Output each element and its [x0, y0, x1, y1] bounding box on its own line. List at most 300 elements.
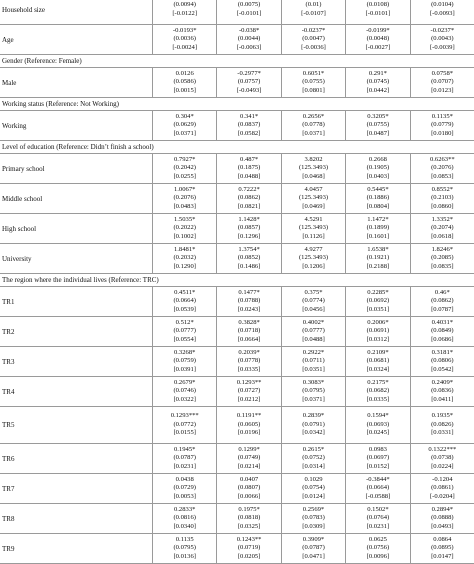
table-cell — [282, 214, 346, 243]
coefficient-value: 0.0864 — [433, 535, 452, 543]
marginal-effect-value: [0.0488] — [302, 335, 325, 343]
standard-error-value: (0.0605) — [237, 420, 261, 428]
coefficient-value: 0.3205* — [367, 112, 389, 120]
standard-error-value: (0.1905) — [366, 164, 390, 172]
table-cell — [346, 534, 410, 563]
marginal-effect-value: [0.0539] — [173, 305, 196, 313]
section-header-row — [0, 98, 474, 111]
table-cell — [153, 347, 217, 376]
marginal-effect-value: [0.0123] — [431, 86, 454, 94]
marginal-effect-value: [0.0542] — [431, 365, 454, 373]
marginal-effect-value: [-0.0024] — [172, 43, 198, 51]
section-header-row — [0, 141, 474, 154]
table-cell — [217, 184, 281, 213]
coefficient-value: 0.3268* — [173, 348, 196, 356]
standard-error-value: (0.2076) — [173, 194, 196, 202]
standard-error-value: (0.0707) — [431, 78, 454, 86]
row-cells — [152, 347, 474, 376]
table-cell — [346, 317, 410, 346]
marginal-effect-value: [0.0224] — [431, 462, 454, 470]
coefficient-value: 0.2656* — [302, 112, 325, 120]
standard-error-value: (0.0787) — [173, 454, 196, 462]
table-cell — [153, 287, 217, 316]
table-row — [0, 534, 474, 564]
coefficient-value: 0.487* — [240, 155, 259, 163]
table-cell — [153, 407, 217, 443]
row-label: Primary school — [2, 165, 45, 173]
marginal-effect-value: [0.0664] — [237, 335, 261, 343]
standard-error-value: (125.3493) — [298, 164, 329, 172]
row-label: TR6 — [2, 455, 15, 463]
standard-error-value: (0.0727) — [237, 387, 261, 395]
table-row — [0, 287, 474, 317]
table-cell — [217, 504, 281, 533]
row-cells — [152, 474, 474, 503]
marginal-effect-value: [-0.0493] — [236, 86, 262, 94]
table-cell — [282, 347, 346, 376]
coefficient-value: 0.8552* — [431, 185, 454, 193]
coefficient-value: 0.2833* — [173, 505, 196, 513]
table-cell — [411, 25, 474, 54]
standard-error-value: (0.0048) — [366, 35, 390, 43]
marginal-effect-value: [0.0205] — [237, 552, 261, 560]
section-header-label: Level of education (Reference: Didn’t finish a school) — [2, 143, 154, 151]
standard-error-value: (0.0044) — [237, 35, 261, 43]
marginal-effect-value: [0.0136] — [173, 552, 196, 560]
row-cells — [152, 214, 474, 243]
standard-error-value: (0.1921) — [366, 254, 390, 262]
marginal-effect-value: [0.0351] — [366, 305, 390, 313]
coefficient-value: 0.2615* — [302, 445, 325, 453]
coefficient-value: 0.2569* — [302, 505, 325, 513]
coefficient-value: 0.291* — [368, 69, 387, 77]
coefficient-value: 0.1243** — [236, 535, 262, 543]
table-cell — [217, 0, 281, 24]
coefficient-value: 0.3083* — [302, 378, 325, 386]
row-label: Age — [2, 36, 14, 44]
coefficient-value: 0.1322*** — [428, 445, 457, 453]
standard-error-value: (0.0108) — [366, 1, 390, 9]
table-cell — [217, 407, 281, 443]
coefficient-value: 1.1472* — [367, 215, 389, 223]
row-cells — [152, 444, 474, 473]
table-cell — [217, 214, 281, 243]
table-cell — [282, 377, 346, 406]
standard-error-value: (0.1886) — [366, 194, 390, 202]
coefficient-value: 0.512* — [175, 318, 194, 326]
standard-error-value: (0.0749) — [237, 454, 261, 462]
marginal-effect-value: [0.0787] — [431, 305, 454, 313]
marginal-effect-value: [0.0835] — [431, 262, 454, 270]
coefficient-value: 0.3828* — [238, 318, 260, 326]
coefficient-value: -0.0237* — [430, 26, 455, 34]
standard-error-value: (0.0778) — [302, 121, 325, 129]
section-header-label: Working status (Reference: Not Working) — [2, 100, 119, 108]
standard-error-value: (0.0837) — [237, 121, 261, 129]
standard-error-value: (0.0697) — [366, 454, 390, 462]
marginal-effect-value: [0.0618] — [431, 232, 454, 240]
standard-error-value: (0.1875) — [237, 164, 261, 172]
standard-error-value: (0.2022) — [173, 224, 196, 232]
marginal-effect-value: [-0.0101] — [365, 9, 391, 17]
standard-error-value: (0.0788) — [237, 297, 261, 305]
table-cell — [346, 474, 410, 503]
marginal-effect-value: [0.0243] — [237, 305, 261, 313]
coefficient-value: 0.1594* — [367, 412, 389, 420]
marginal-effect-value: [0.0314] — [302, 462, 325, 470]
row-cells — [152, 25, 474, 54]
standard-error-value: (0.0787) — [302, 544, 325, 552]
standard-error-value: (0.0818) — [237, 514, 261, 522]
coefficient-value: 0.2409* — [431, 378, 454, 386]
standard-error-value: (0.0664) — [366, 484, 390, 492]
marginal-effect-value: [0.0391] — [173, 365, 196, 373]
coefficient-value: 0.4031* — [431, 318, 454, 326]
table-cell — [346, 287, 410, 316]
coefficient-value: -0.3844* — [366, 475, 390, 483]
row-label: TR9 — [2, 545, 15, 553]
section-header-row — [0, 274, 474, 287]
standard-error-value: (0.1899) — [366, 224, 390, 232]
row-cells — [152, 244, 474, 273]
row-cells — [152, 68, 474, 97]
table-row — [0, 504, 474, 534]
table-cell — [282, 111, 346, 140]
standard-error-value: (125.3493) — [298, 254, 329, 262]
table-cell — [153, 214, 217, 243]
table-row — [0, 111, 474, 141]
table-cell — [346, 0, 410, 24]
coefficient-value: 0.341* — [240, 112, 259, 120]
marginal-effect-value: [-0.0107] — [301, 9, 326, 17]
row-cells — [152, 534, 474, 563]
table-cell — [153, 317, 217, 346]
row-label: Household size — [2, 6, 45, 14]
table-row — [0, 444, 474, 474]
table-cell — [346, 154, 410, 183]
coefficient-value: 4.5291 — [304, 215, 323, 223]
coefficient-value: 0.2839* — [302, 412, 325, 420]
marginal-effect-value: [0.0214] — [237, 462, 261, 470]
standard-error-value: (0.0816) — [173, 514, 196, 522]
table-cell — [153, 25, 217, 54]
standard-error-value: (0.0719) — [237, 544, 261, 552]
marginal-effect-value: [0.0212] — [237, 395, 261, 403]
coefficient-value: 0.1477* — [238, 288, 260, 296]
marginal-effect-value: [0.0403] — [366, 172, 390, 180]
coefficient-value: 0.3909* — [302, 535, 325, 543]
coefficient-value: 0.0407 — [240, 475, 259, 483]
marginal-effect-value: [-0.0101] — [236, 9, 262, 17]
marginal-effect-value: [0.0860] — [431, 202, 454, 210]
marginal-effect-value: [0.0582] — [237, 129, 261, 137]
coefficient-value: 0.0438 — [175, 475, 194, 483]
coefficient-value: 0.46* — [434, 288, 450, 296]
standard-error-value: (125.3493) — [298, 224, 329, 232]
marginal-effect-value: [-0.0093] — [429, 9, 455, 17]
row-cells — [152, 0, 474, 24]
coefficient-value: 1.8246* — [431, 245, 454, 253]
coefficient-value: 4.0457 — [304, 185, 323, 193]
coefficient-value: 0.4511* — [174, 288, 196, 296]
standard-error-value: (0.0094) — [173, 1, 196, 9]
standard-error-value: (0.0772) — [173, 420, 196, 428]
table-cell — [346, 377, 410, 406]
marginal-effect-value: [0.0468] — [302, 172, 325, 180]
table-cell — [411, 377, 474, 406]
marginal-effect-value: [0.0493] — [431, 522, 454, 530]
table-cell — [153, 377, 217, 406]
marginal-effect-value: [0.0196] — [237, 429, 261, 437]
standard-error-value: (125.3493) — [298, 194, 329, 202]
marginal-effect-value: [0.1486] — [237, 262, 261, 270]
table-cell — [217, 68, 281, 97]
standard-error-value: (0.0664) — [173, 297, 196, 305]
coefficient-value: 0.0126 — [175, 69, 194, 77]
table-cell — [346, 184, 410, 213]
marginal-effect-value: [0.0180] — [431, 129, 454, 137]
marginal-effect-value: [0.1601] — [366, 232, 390, 240]
row-cells — [152, 377, 474, 406]
coefficient-value: 0.1502* — [367, 505, 389, 513]
marginal-effect-value: [0.0255] — [173, 172, 196, 180]
marginal-effect-value: [0.1126] — [302, 232, 325, 240]
row-label: TR7 — [2, 485, 15, 493]
standard-error-value: (0.0047) — [302, 35, 325, 43]
marginal-effect-value: [0.0342] — [302, 429, 325, 437]
coefficient-value: 0.0983 — [368, 445, 387, 453]
coefficient-value: 0.1945* — [173, 445, 196, 453]
coefficient-value: 0.0625 — [368, 535, 387, 543]
row-cells — [152, 317, 474, 346]
row-label: TR5 — [2, 421, 15, 429]
table-cell — [217, 534, 281, 563]
marginal-effect-value: [-0.0027] — [365, 43, 391, 51]
table-cell — [411, 347, 474, 376]
standard-error-value: (0.0849) — [431, 327, 454, 335]
marginal-effect-value: [0.2188] — [366, 262, 390, 270]
standard-error-value: (0.0756) — [366, 544, 390, 552]
standard-error-value: (0.0075) — [237, 1, 261, 9]
table-cell — [411, 214, 474, 243]
coefficient-value: 0.1293*** — [170, 412, 199, 420]
coefficient-value: 1.0067* — [173, 185, 196, 193]
coefficient-value: 0.7927* — [173, 155, 196, 163]
row-label: High school — [2, 225, 37, 233]
row-cells — [152, 407, 474, 443]
marginal-effect-value: [0.0152] — [366, 462, 390, 470]
marginal-effect-value: [0.0340] — [173, 522, 196, 530]
table-cell — [217, 25, 281, 54]
standard-error-value: (0.0764) — [366, 514, 390, 522]
table-row — [0, 407, 474, 444]
table-cell — [153, 244, 217, 273]
table-cell — [153, 444, 217, 473]
marginal-effect-value: [0.0309] — [302, 522, 325, 530]
coefficient-value: 0.2039* — [238, 348, 260, 356]
table-cell — [153, 504, 217, 533]
row-label: TR4 — [2, 388, 15, 396]
standard-error-value: (0.0036) — [173, 35, 196, 43]
table-cell — [411, 444, 474, 473]
row-label: Male — [2, 79, 17, 87]
standard-error-value: (0.0857) — [237, 224, 261, 232]
marginal-effect-value: [-0.0039] — [429, 43, 455, 51]
marginal-effect-value: [0.0853] — [431, 172, 454, 180]
table-row — [0, 244, 474, 274]
marginal-effect-value: [-0.0122] — [172, 9, 198, 17]
coefficient-value: 4.9277 — [304, 245, 323, 253]
marginal-effect-value: [0.0066] — [237, 492, 261, 500]
table-cell — [153, 184, 217, 213]
coefficient-value: 1.3352* — [431, 215, 454, 223]
table-cell — [411, 504, 474, 533]
standard-error-value: (0.0826) — [431, 420, 454, 428]
marginal-effect-value: [0.0245] — [366, 429, 390, 437]
standard-error-value: (0.0693) — [366, 420, 390, 428]
table-row — [0, 68, 474, 98]
standard-error-value: (0.0718) — [237, 327, 261, 335]
table-cell — [346, 214, 410, 243]
table-cell — [411, 287, 474, 316]
table-cell — [282, 287, 346, 316]
coefficient-value: 0.4002* — [302, 318, 325, 326]
coefficient-value: 0.6051* — [302, 69, 325, 77]
row-label: TR3 — [2, 358, 15, 366]
table-cell — [346, 407, 410, 443]
table-cell — [217, 111, 281, 140]
marginal-effect-value: [0.0351] — [302, 365, 325, 373]
table-cell — [153, 154, 217, 183]
coefficient-value: -0.0199* — [366, 26, 390, 34]
coefficient-value: 0.1191** — [236, 412, 262, 420]
table-cell — [282, 244, 346, 273]
marginal-effect-value: [0.1290] — [173, 262, 196, 270]
coefficient-value: -0.1204 — [432, 475, 453, 483]
standard-error-value: (0.0755) — [302, 78, 325, 86]
standard-error-value: (0.2103) — [431, 194, 454, 202]
table-cell — [411, 474, 474, 503]
coefficient-value: 1.6538* — [367, 245, 389, 253]
coefficient-value: 0.2668 — [368, 155, 387, 163]
standard-error-value: (0.0778) — [237, 357, 261, 365]
marginal-effect-value: [-0.0588] — [365, 492, 391, 500]
marginal-effect-value: [0.0312] — [366, 335, 390, 343]
table-row — [0, 184, 474, 214]
coefficient-value: -0.0237* — [301, 26, 326, 34]
row-label: University — [2, 255, 32, 263]
standard-error-value: (0.0629) — [173, 121, 196, 129]
coefficient-value: -0.2977* — [237, 69, 261, 77]
section-header-label: Gender (Reference: Female) — [2, 57, 82, 65]
table-cell — [346, 25, 410, 54]
table-cell — [153, 534, 217, 563]
table-cell — [217, 377, 281, 406]
coefficient-value: 0.1135* — [431, 112, 453, 120]
coefficient-value: 3.8202 — [304, 155, 323, 163]
table-cell — [282, 25, 346, 54]
table-row — [0, 377, 474, 407]
table-cell — [282, 154, 346, 183]
marginal-effect-value: [0.0015] — [173, 86, 196, 94]
marginal-effect-value: [0.0801] — [302, 86, 325, 94]
marginal-effect-value: [0.1206] — [302, 262, 325, 270]
row-label: TR1 — [2, 298, 15, 306]
marginal-effect-value: [0.0155] — [173, 429, 196, 437]
standard-error-value: (0.0861) — [431, 484, 454, 492]
row-cells — [152, 287, 474, 316]
standard-error-value: (0.0752) — [302, 454, 325, 462]
coefficient-value: 0.1935* — [431, 412, 454, 420]
coefficient-value: 0.0758* — [431, 69, 454, 77]
table-cell — [282, 407, 346, 443]
marginal-effect-value: [0.0371] — [302, 129, 325, 137]
table-cell — [282, 534, 346, 563]
marginal-effect-value: [0.0488] — [237, 172, 261, 180]
marginal-effect-value: [0.0821] — [237, 202, 261, 210]
row-cells — [152, 154, 474, 183]
marginal-effect-value: [0.0411] — [431, 395, 454, 403]
standard-error-value: (0.0779) — [431, 121, 454, 129]
standard-error-value: (0.0729) — [173, 484, 196, 492]
table-cell — [411, 407, 474, 443]
marginal-effect-value: [0.0147] — [431, 552, 454, 560]
standard-error-value: (0.0895) — [431, 544, 454, 552]
marginal-effect-value: [0.0483] — [173, 202, 196, 210]
coefficient-value: 0.1299* — [238, 445, 260, 453]
table-cell — [217, 154, 281, 183]
coefficient-value: 0.1975* — [238, 505, 260, 513]
table-cell — [346, 444, 410, 473]
table-cell — [217, 444, 281, 473]
table-cell — [411, 154, 474, 183]
table-cell — [411, 317, 474, 346]
marginal-effect-value: [0.0096] — [366, 552, 390, 560]
coefficient-value: 0.1293** — [236, 378, 262, 386]
table-cell — [282, 0, 346, 24]
coefficient-value: 0.2894* — [431, 505, 454, 513]
table-cell — [346, 68, 410, 97]
standard-error-value: (0.0777) — [173, 327, 196, 335]
table-cell — [282, 504, 346, 533]
standard-error-value: (0.0791) — [302, 420, 325, 428]
coefficient-value: 0.2109* — [367, 348, 389, 356]
standard-error-value: (0.0852) — [237, 254, 261, 262]
marginal-effect-value: [0.0804] — [366, 202, 390, 210]
coefficient-value: 0.7222* — [238, 185, 260, 193]
coefficient-value: 0.2285* — [367, 288, 389, 296]
marginal-effect-value: [0.0124] — [302, 492, 325, 500]
marginal-effect-value: [0.0322] — [173, 395, 196, 403]
table-row — [0, 0, 474, 25]
marginal-effect-value: [-0.0036] — [301, 43, 326, 51]
table-row — [0, 214, 474, 244]
table-cell — [411, 534, 474, 563]
standard-error-value: (0.2076) — [431, 164, 454, 172]
table-row — [0, 25, 474, 55]
section-header-row — [0, 55, 474, 68]
table-cell — [282, 68, 346, 97]
coefficient-value: 1.3754* — [238, 245, 260, 253]
table-cell — [346, 244, 410, 273]
table-cell — [153, 68, 217, 97]
marginal-effect-value: [0.0053] — [173, 492, 196, 500]
coefficient-value: 1.1428* — [238, 215, 260, 223]
marginal-effect-value: [0.0469] — [302, 202, 325, 210]
table-cell — [411, 184, 474, 213]
table-row — [0, 317, 474, 347]
table-cell — [282, 184, 346, 213]
